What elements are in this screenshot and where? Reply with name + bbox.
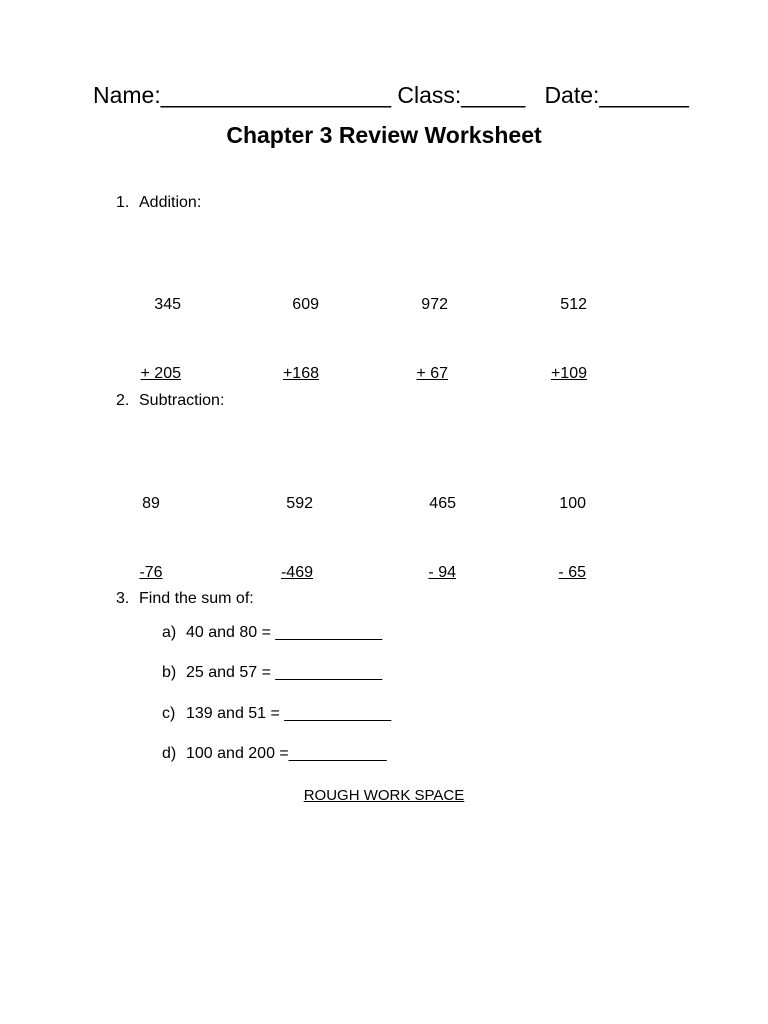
item-letter: d) — [162, 745, 177, 762]
section-number: 1. — [116, 194, 130, 211]
problem-top: 592 — [286, 495, 313, 512]
sum-item-c — [162, 705, 391, 723]
sum-item-d — [162, 745, 387, 763]
student-info-line — [93, 82, 689, 109]
problem-bottom: +109 — [550, 365, 587, 382]
problem-bottom: + 205 — [140, 365, 181, 382]
problem-bottom: - 65 — [558, 564, 586, 581]
addition-problem-2 — [281, 260, 319, 419]
section-number: 2. — [116, 392, 130, 409]
sum-item-a — [162, 624, 382, 642]
date-blank: _______ — [599, 82, 689, 108]
worksheet-title: Chapter 3 Review Worksheet — [226, 122, 542, 148]
problem-top: 972 — [421, 296, 448, 313]
addition-problem-3 — [416, 260, 448, 419]
item-letter: b) — [162, 664, 177, 681]
section-addition-heading — [116, 194, 201, 212]
item-letter: c) — [162, 705, 176, 722]
sum-item-b — [162, 664, 382, 682]
item-letter: a) — [162, 624, 177, 641]
section-label: Find the sum of: — [139, 590, 254, 607]
item-text: 139 and 51 = ____________ — [186, 705, 392, 722]
problem-top: 345 — [154, 296, 181, 313]
problem-top: 89 — [142, 495, 160, 512]
section-subtraction-heading — [116, 392, 224, 410]
problem-bottom: + 67 — [416, 365, 448, 382]
subtraction-problem-2 — [279, 459, 313, 618]
rough-work-space-heading: ROUGH WORK SPACE — [303, 787, 465, 804]
subtraction-problem-3 — [424, 459, 456, 618]
problem-bottom: +168 — [282, 365, 319, 382]
name-blank: __________________ — [160, 82, 391, 108]
class-blank: _____ — [461, 82, 526, 108]
name-label: Name: — [93, 82, 161, 108]
class-label: Class: — [397, 82, 462, 108]
section-sum-heading — [116, 590, 254, 608]
problem-bottom: -76 — [139, 564, 163, 581]
problem-bottom: -469 — [280, 564, 313, 581]
problem-top: 512 — [560, 296, 587, 313]
item-text: 25 and 57 = ____________ — [186, 664, 383, 681]
item-text: 40 and 80 = ____________ — [186, 624, 383, 641]
section-label: Subtraction: — [139, 392, 225, 409]
problem-bottom: - 94 — [428, 564, 456, 581]
date-label: Date: — [544, 82, 600, 108]
item-text: 100 and 200 =___________ — [186, 745, 387, 762]
section-label: Addition: — [139, 194, 202, 211]
section-number: 3. — [116, 590, 130, 607]
problem-top: 465 — [429, 495, 456, 512]
subtraction-problem-4 — [556, 459, 586, 618]
problem-top: 100 — [559, 495, 586, 512]
addition-problem-4 — [549, 260, 587, 419]
problem-top: 609 — [292, 296, 319, 313]
